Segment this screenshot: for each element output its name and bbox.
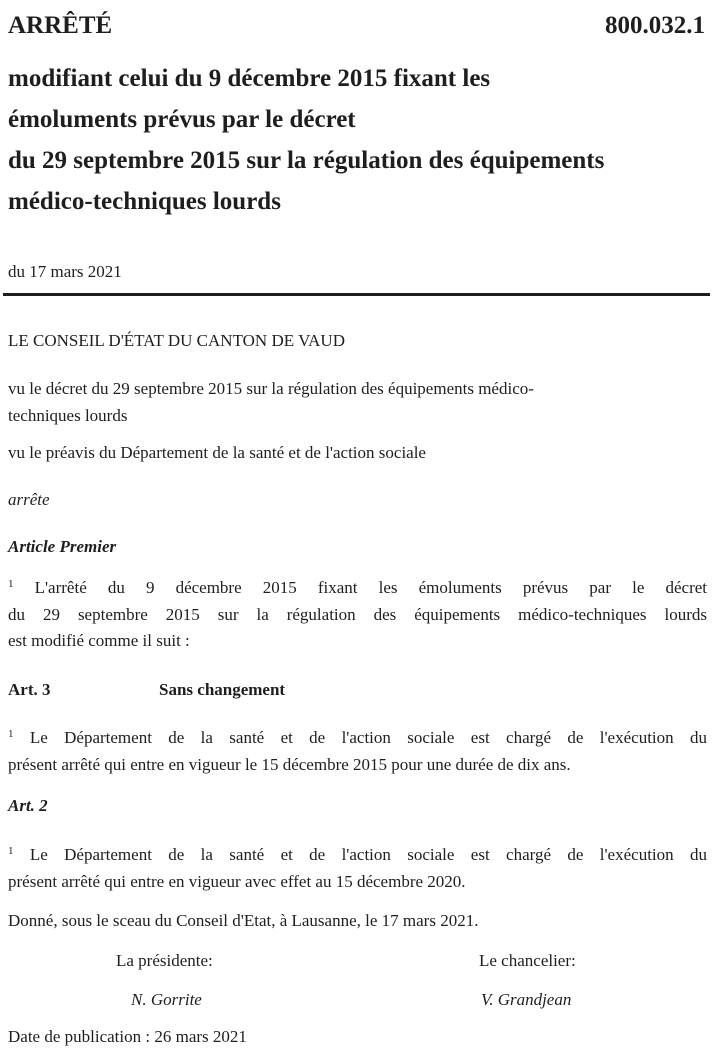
- document-number: 800.032.1: [605, 12, 705, 39]
- document-type: ARRÊTÉ: [8, 12, 113, 39]
- article-premier-heading: Article Premier: [8, 537, 117, 556]
- alinea-number: 1: [8, 578, 14, 590]
- line-text: L'arrêté du 9 décembre 2015 fixant les émoluments prévus par le décret: [13, 578, 707, 597]
- art2-label: Art. 2: [8, 796, 48, 815]
- left-signatory-name: N. Gorrite: [131, 990, 202, 1009]
- alinea-number: 1: [8, 728, 14, 740]
- authority-line: LE CONSEIL D'ÉTAT DU CANTON DE VAUD: [8, 331, 345, 350]
- art3-line: présent arrêté qui entre en vigueur le 15 décembre 2015 pour une durée de dix ans.: [8, 754, 571, 774]
- document-title: [8, 58, 708, 222]
- art3-text: [8, 725, 707, 778]
- given-clause: Donné, sous le sceau du Conseil d'Etat, à Lausanne, le 17 mars 2021.: [8, 911, 479, 930]
- left-signatory-role: La présidente:: [116, 951, 213, 970]
- arrete-word: arrête: [8, 490, 50, 509]
- art3-title: Sans changement: [159, 680, 286, 699]
- title-line: médico-techniques lourds: [8, 188, 281, 215]
- publication-date: Date de publication : 26 mars 2021: [8, 1027, 247, 1046]
- article-premier-line: du 29 septembre 2015 sur la régulation des équipements médico-techniques lourds: [8, 604, 707, 624]
- header-divider: [3, 293, 710, 296]
- art2-line: [8, 842, 707, 869]
- vu-decret: [8, 376, 534, 429]
- right-signatory-role: Le chancelier:: [479, 951, 576, 970]
- line-text: Le Département de la santé et de l'action sociale est chargé de l'exécution du: [13, 845, 707, 864]
- vu-preavis: vu le préavis du Département de la santé et de l'action sociale: [8, 443, 426, 462]
- art2-line: présent arrêté qui entre en vigueur avec effet au 15 décembre 2020.: [8, 871, 466, 891]
- art3-label: Art. 3: [8, 680, 51, 699]
- line-text: Le Département de la santé et de l'action sociale est chargé de l'exécution du: [13, 728, 707, 747]
- title-line: modifiant celui du 9 décembre 2015 fixant les: [8, 65, 491, 92]
- title-line: émoluments prévus par le décret: [8, 106, 356, 133]
- alinea-number: 1: [8, 845, 14, 857]
- document-date: du 17 mars 2021: [8, 262, 122, 281]
- art2-text: [8, 842, 707, 895]
- article-premier-line: est modifié comme il suit :: [8, 631, 190, 650]
- title-line: du 29 septembre 2015 sur la régulation des équipements: [8, 147, 605, 174]
- right-signatory-name: V. Grandjean: [481, 990, 572, 1009]
- vu-decret-line: techniques lourds: [8, 405, 128, 425]
- article-premier-line: [8, 575, 707, 602]
- article-premier-text: [8, 575, 707, 655]
- vu-decret-line: vu le décret du 29 septembre 2015 sur la régulation des équipements médico-: [8, 379, 534, 398]
- art3-line: [8, 725, 707, 752]
